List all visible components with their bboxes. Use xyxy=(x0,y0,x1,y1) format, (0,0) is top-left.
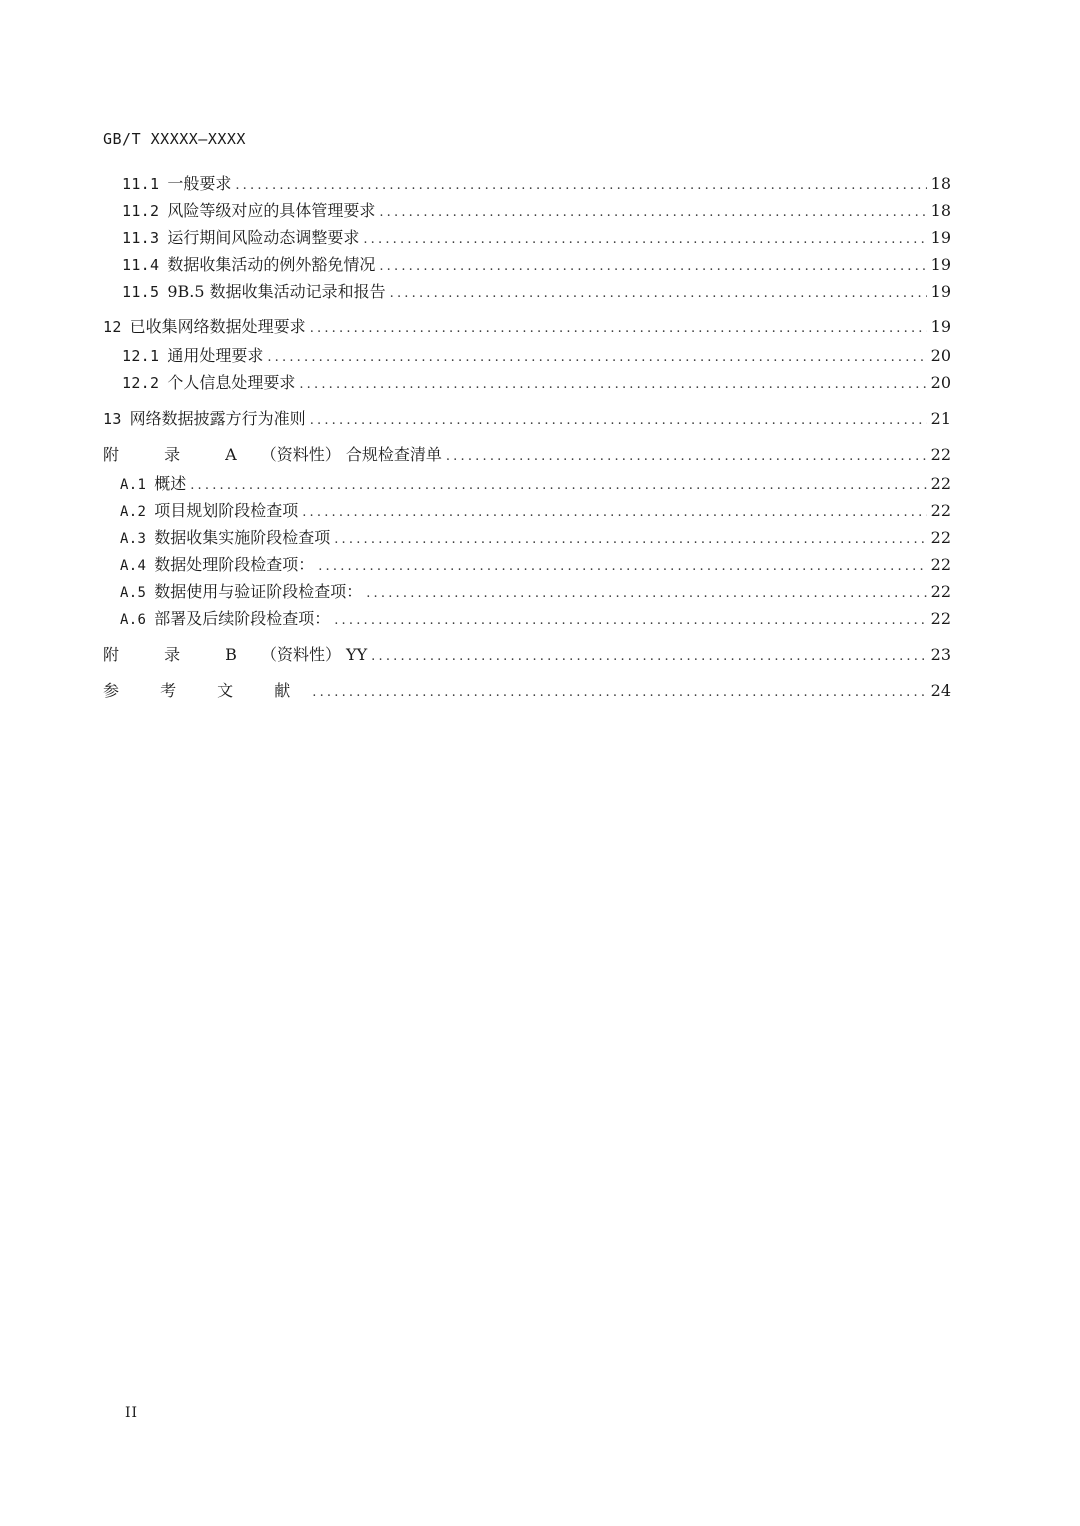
toc-title: 数据收集活动的例外豁免情况 xyxy=(167,255,376,274)
toc-leader-dots xyxy=(446,443,927,470)
toc-title: 9B.5 数据收集活动记录和报告 xyxy=(167,282,386,301)
toc-leader-dots xyxy=(267,344,926,371)
toc-entry-a-4[interactable] xyxy=(103,551,951,578)
toc-leader-dots xyxy=(366,580,926,607)
toc-title: 一般要求 xyxy=(167,174,232,193)
toc-title: 个人信息处理要求 xyxy=(167,373,296,392)
toc-number: 12 xyxy=(103,318,122,336)
toc-number: A.5 xyxy=(120,585,147,601)
toc-page-number: 22 xyxy=(930,555,951,574)
toc-title: （资料性） 合规检查清单 xyxy=(260,445,442,464)
toc-leader-dots xyxy=(310,315,927,342)
toc-number: 12.1 xyxy=(122,347,160,365)
toc-entry-appendix-b[interactable] xyxy=(103,641,951,668)
toc-entry-11-5[interactable] xyxy=(103,278,951,305)
toc-leader-dots xyxy=(379,199,926,226)
toc-number: 11.3 xyxy=(122,229,160,247)
toc-page-number: 19 xyxy=(930,317,951,336)
toc-page-number: 19 xyxy=(930,228,951,247)
toc-page-number: 22 xyxy=(930,474,951,493)
toc-leader-dots xyxy=(190,472,926,499)
toc-entry-13[interactable] xyxy=(103,405,951,432)
toc-title: 网络数据披露方行为准则 xyxy=(129,409,306,428)
toc-entry-appendix-a[interactable] xyxy=(103,441,951,468)
toc-page-number: 22 xyxy=(930,609,951,628)
toc-page-number: 19 xyxy=(930,255,951,274)
toc-title: 已收集网络数据处理要求 xyxy=(129,317,306,336)
toc-entry-11-3[interactable] xyxy=(103,224,951,251)
toc-number: 11.2 xyxy=(122,202,160,220)
toc-title: 概述 xyxy=(154,474,187,493)
toc-leader-dots xyxy=(318,553,926,580)
toc-leader-dots xyxy=(312,679,926,706)
toc-number: A.1 xyxy=(120,477,147,493)
toc-page-number: 20 xyxy=(930,346,951,365)
toc-leader-dots xyxy=(302,499,926,526)
toc-number: A.6 xyxy=(120,612,147,628)
toc-title: 数据收集实施阶段检查项 xyxy=(154,528,331,547)
toc-title: 项目规划阶段检查项 xyxy=(154,501,299,520)
toc-page-number: 23 xyxy=(930,645,951,664)
toc-entry-a-2[interactable] xyxy=(103,497,951,524)
toc-title: 参 考 文 献 xyxy=(103,681,309,700)
toc-number: 12.2 xyxy=(122,374,160,392)
toc-page-number: 22 xyxy=(930,501,951,520)
toc-title: 部署及后续阶段检查项： xyxy=(154,609,331,628)
toc-leader-dots xyxy=(334,526,926,553)
toc-entry-a-3[interactable] xyxy=(103,524,951,551)
toc-page-number: 20 xyxy=(930,373,951,392)
toc-number: 13 xyxy=(103,410,122,428)
toc-page-number: 18 xyxy=(930,174,951,193)
toc-page-number: 22 xyxy=(930,528,951,547)
toc-title: 数据使用与验证阶段检查项： xyxy=(154,582,363,601)
toc-entry-12-1[interactable] xyxy=(103,342,951,369)
toc-number: 11.1 xyxy=(122,175,160,193)
toc-title: 通用处理要求 xyxy=(167,346,264,365)
toc-entry-a-5[interactable] xyxy=(103,578,951,605)
toc-page-number: 22 xyxy=(930,445,951,464)
toc-leader-dots xyxy=(379,253,926,280)
page-number-footer: II xyxy=(125,1405,139,1421)
toc-number: A.3 xyxy=(120,531,147,547)
toc-leader-dots xyxy=(334,607,926,634)
toc-title: 数据处理阶段检查项： xyxy=(154,555,315,574)
toc-page-number: 22 xyxy=(930,582,951,601)
toc-page-number: 18 xyxy=(930,201,951,220)
toc-entry-11-4[interactable] xyxy=(103,251,951,278)
toc-leader-dots xyxy=(390,280,927,307)
toc-leader-dots xyxy=(371,643,926,670)
toc-leader-dots xyxy=(299,371,926,398)
toc-entry-12-2[interactable] xyxy=(103,369,951,396)
toc-entry-a-6[interactable] xyxy=(103,605,951,632)
toc-number: 11.4 xyxy=(122,256,160,274)
toc-number: A.2 xyxy=(120,504,147,520)
toc-entry-a-1[interactable] xyxy=(103,470,951,497)
toc-entry-references[interactable] xyxy=(103,677,951,704)
document-code-header: GB/T XXXXX—XXXX xyxy=(103,130,246,148)
toc-page-number: 19 xyxy=(930,282,951,301)
toc-leader-dots xyxy=(310,407,927,434)
toc-leader-dots xyxy=(235,172,926,199)
toc-leader-dots xyxy=(363,226,926,253)
toc-page-number: 21 xyxy=(930,409,951,428)
toc-number: 附 录 A xyxy=(103,445,257,464)
toc-number: A.4 xyxy=(120,558,147,574)
toc-entry-12[interactable] xyxy=(103,313,951,340)
toc-entry-11-1[interactable] xyxy=(103,170,951,197)
toc-entry-11-2[interactable] xyxy=(103,197,951,224)
toc-title: 运行期间风险动态调整要求 xyxy=(167,228,360,247)
toc-number: 11.5 xyxy=(122,283,160,301)
toc-number: 附 录 B xyxy=(103,645,257,664)
toc-page-number: 24 xyxy=(930,681,951,700)
toc-title: 风险等级对应的具体管理要求 xyxy=(167,201,376,220)
toc-title: （资料性） YY xyxy=(260,645,368,664)
